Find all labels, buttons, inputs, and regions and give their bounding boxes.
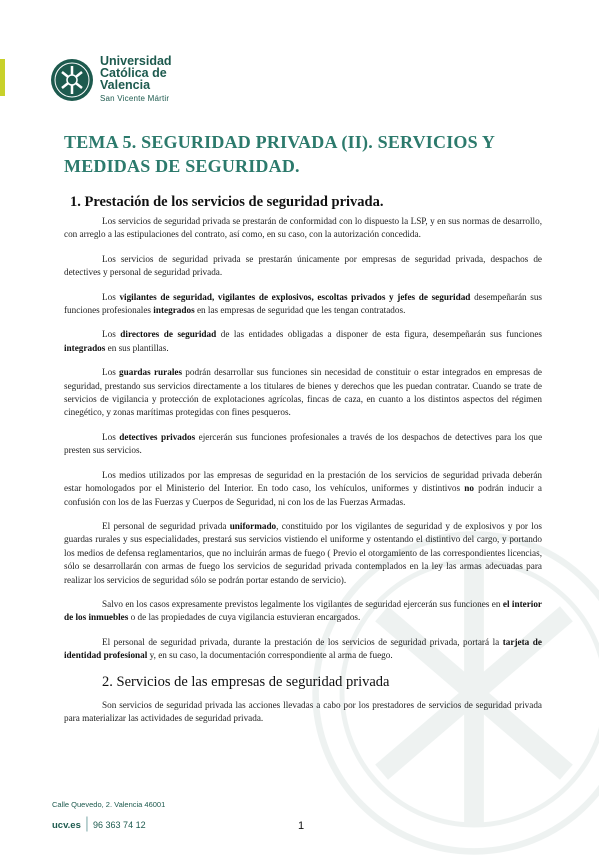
paragraph: El personal de seguridad privada uniformado, constituido por los vigilantes de seguridad y de explosivos y por los guardas rurales y sus especialidades, prestará sus servicios vistiendo el uniforme y ostentando el distintivo del cargo, y portando los medios de defensa reglamentarios, que no incluirán armas de fuego ( Previo el otorgamiento de las correspondientes licencias, sólo se desarrollarán con armas de fuego los servicios de seguridad privada contemplados en la ley las armas adecuadas para realizar los servicios de seguridad sólo se podrán portar estando de servicio).	[64, 520, 542, 585]
paragraph: Los servicios de seguridad privada se prestarán de conformidad con lo dispuesto la LSP, y en sus normas de desarrollo, con arreglo a las estipulaciones del contrato, así como, en su caso, con la autorización concedida.	[64, 216, 542, 240]
paragraph: Son servicios de seguridad privada las acciones llevadas a cabo por los prestadores de servicios de seguridad privada para materializar las actividades de seguridad privada.	[64, 699, 542, 723]
logo-line-2: Católica de	[100, 66, 167, 80]
paragraph: Los directores de seguridad de las entidades obligadas a disponer de esta figura, desempeñarán sus funciones integrados en sus plantillas.	[64, 329, 543, 353]
document-body	[64, 130, 542, 736]
title-line-2: MEDIDAS DE SEGURIDAD.	[64, 156, 300, 176]
paragraph: Los servicios de seguridad privada se prestarán únicamente por empresas de seguridad privada, despachos de detectives y personal de seguridad privada.	[64, 253, 542, 278]
university-seal-icon	[50, 58, 94, 102]
title-line-1: TEMA 5. SEGURIDAD PRIVADA (II). SERVICIOS Y	[64, 132, 496, 152]
paragraph: Los vigilantes de seguridad, vigilantes de explosivos, escoltas privados y jefes de seguridad desempeñarán sus funciones profesionales integrados en las empresas de seguridad que les tengan contratados.	[64, 291, 543, 316]
footer-address: Calle Quevedo, 2. Valencia 46001	[52, 800, 166, 809]
footer-separator: |	[84, 815, 90, 832]
page-number: 1	[298, 820, 305, 832]
logo-line-4: San Vicente Mártir	[100, 94, 170, 103]
footer-website-link[interactable]: ucv.es	[52, 820, 81, 831]
logo-line-1: Universidad	[100, 54, 172, 68]
side-accent-bar	[0, 59, 5, 96]
university-logo	[50, 55, 172, 105]
paragraph: Salvo en los casos expresamente previstos legalmente los vigilantes de seguridad ejercerán sus funciones en el interior de los inmuebles o de las propiedades de cuya vigilancia estuvieran encargados.	[64, 598, 543, 623]
page-footer	[52, 800, 165, 833]
paragraph: Los detectives privados ejercerán sus funciones profesionales a través de los despachos de detectives para los que presten sus servicios.	[64, 431, 543, 456]
paragraph: Los guardas rurales podrán desarrollar sus funciones sin necesidad de constituir o estar integrados en empresas de seguridad, prestando sus servicios directamente a los titulares de bienes y derechos que les puedan contratar. Cuando se trate de servicios de vigilancia y protección de explotaciones agrícolas, fincas de caza, en cuanto a los distintos aspectos del régimen cinegético, y zonas marítimas protegidas con fines pesqueros.	[64, 367, 543, 418]
footer-phone: 96 363 74 12	[93, 820, 146, 830]
logo-line-3: Valencia	[100, 78, 151, 92]
section-2-heading: 2. Servicios de las empresas de seguridad privada	[102, 673, 390, 690]
section-1-heading: 1. Prestación de los servicios de seguridad privada.	[70, 194, 384, 210]
page-title	[64, 130, 542, 178]
paragraph: Los medios utilizados por las empresas de seguridad en la prestación de los servicios de seguridad privada deberán estar homologados por el Ministerio del Interior. En todo caso, los vehículos, uniformes y distintivos no podrán inducir a confusión con los de las Fuerzas y Cuerpos de Seguridad, ni con los de las Fuerzas Armadas.	[64, 469, 542, 507]
logo-text	[100, 55, 172, 105]
paragraph: El personal de seguridad privada, durante la prestación de los servicios de seguridad privada, portará la tarjeta de identidad profesional y, en su caso, la documentación correspondiente al arma de fuego.	[64, 636, 542, 661]
